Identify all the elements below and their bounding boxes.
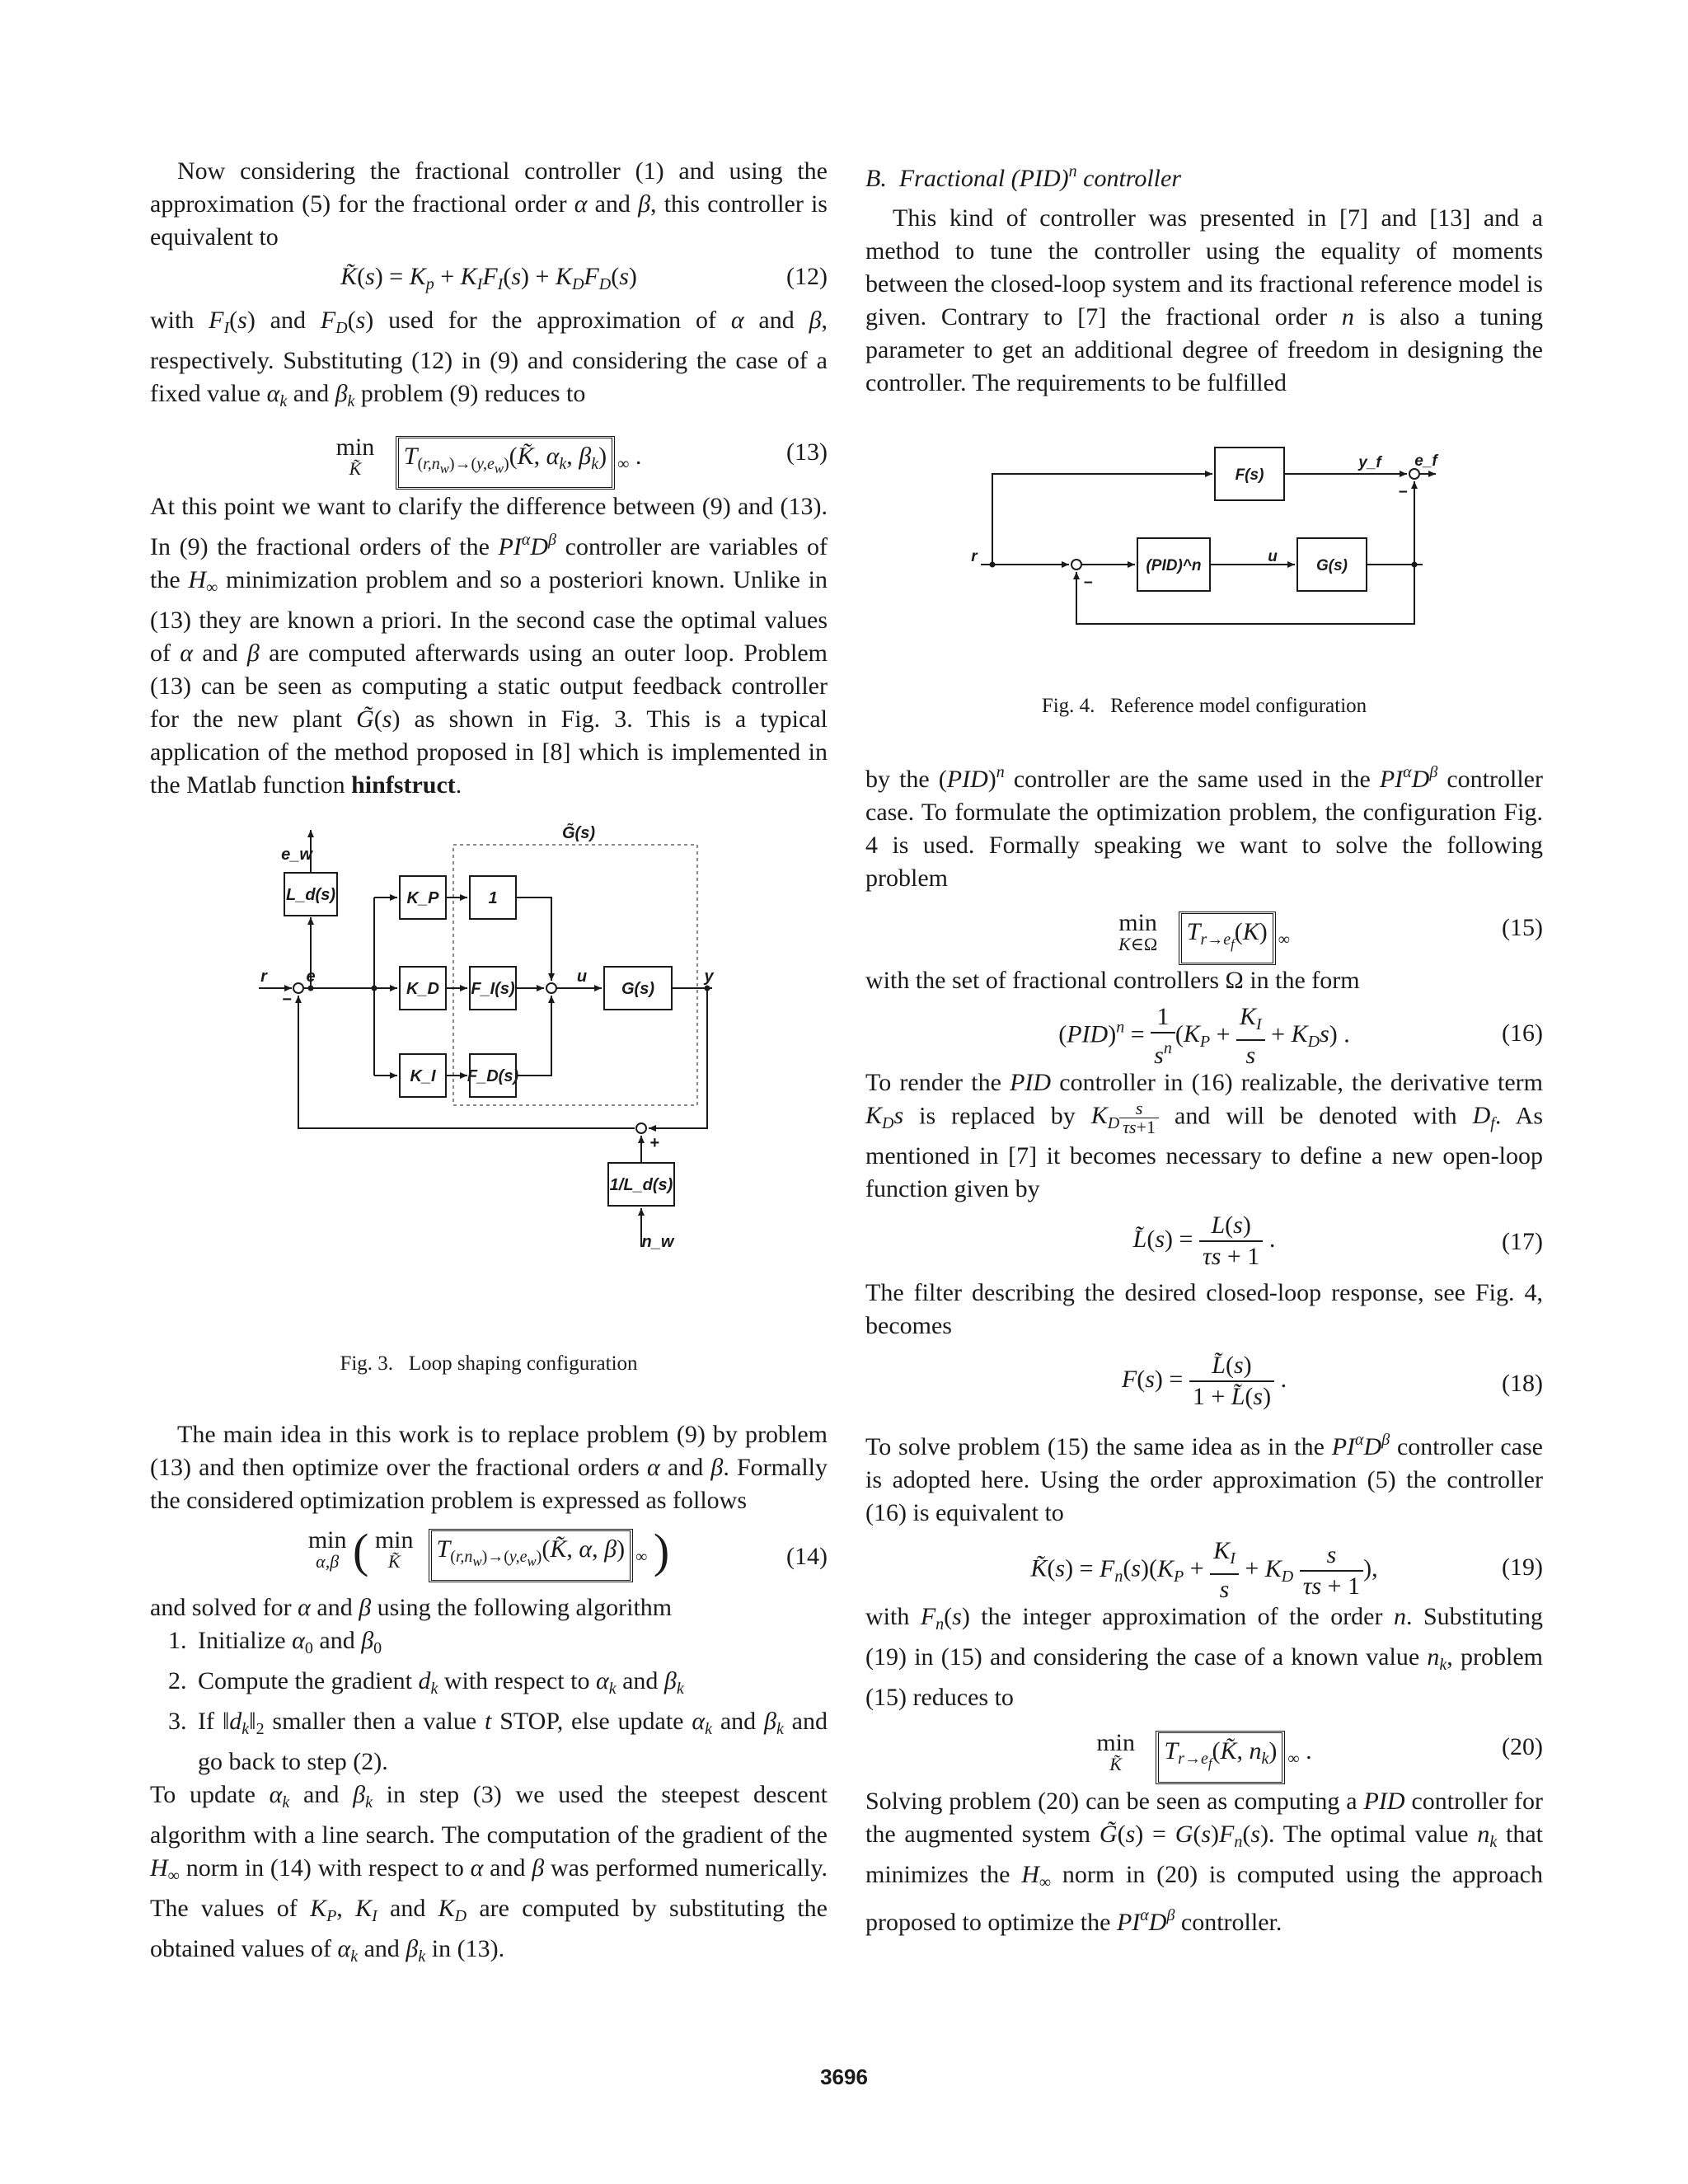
- equation-number: (14): [786, 1543, 828, 1570]
- paragraph: Now considering the fractional controller (1) and using the approximation (5) for the fractional order α and β, this controller is equivalent to: [150, 157, 828, 251]
- paragraph: and solved for α and β using the following algorithm: [150, 1594, 673, 1621]
- equation-number: (16): [1502, 1019, 1543, 1047]
- paragraph: with $F_I(s)$ and $F_D(s)$ used for the approximation of α and β, respectively. Substituting (12) in (9) and considering the case of a fixed value $\alpha_k$ and $\beta_k$ problem (9) reduces to: [150, 307, 828, 410]
- equation-19: K̃(s) = $F_n(s)(K_P$ + $\frac{K_I}{s}$ + $K_D$ $\frac{s}{\tau s + 1}$ ), (19): [1030, 1537, 1543, 1604]
- fig3-block-inv-ld: 1/L_d(s): [609, 1176, 673, 1194]
- equation-number: (13): [786, 438, 828, 466]
- right-column: [865, 155, 1543, 1939]
- fig3-sign-minus: −: [282, 991, 292, 1009]
- figure-4-caption: Fig. 4. Reference model configuration: [1041, 695, 1367, 717]
- fig4-block-g: G(s): [1316, 557, 1348, 574]
- equation-15: min K∈Ω $T_{r\to e_f}(K)$ $_\infty$ (15): [865, 912, 1543, 956]
- paragraph: To render the PID controller in (16) realizable, the derivative term $K_Ds$ is replaced by $K_D$ $\frac{s}{\tau s+1}$ and will be denoted with $D_f$. As mentioned in [7] it becomes necessary to define a new open-loop function given by: [865, 1069, 1544, 1203]
- list-item: 3. If $‖d_k‖_2$ smaller then a value t STOP, else update $\alpha_k$ and $\beta_k$ and go back to step (2).: [193, 1705, 828, 1779]
- fig3-block-kd: K_D: [406, 980, 440, 998]
- fig3-block-one: 1: [488, 889, 498, 907]
- paragraph: Solving problem (20) can be seen as computing a PID controller for the augmented system G̃(s) = $G(s)F_n(s)$. The optimal value $n_k$ that minimizes the $H_\infty$ norm in (20) is computed using the approach proposed to optimize the $PI^\alpha D^\beta$ controller.: [865, 1788, 1543, 1937]
- fig3-block-fi: F_I(s): [471, 980, 515, 998]
- paragraph: The filter describing the desired closed-loop response, see Fig. 4, becomes: [865, 1279, 1543, 1340]
- figure-3: [150, 818, 828, 1346]
- fig4-signal-yf: y_f: [1358, 454, 1381, 471]
- equation-17: L̃(s) = $\frac{L(s)}{\tau s + 1}$ . (17): [1132, 1212, 1543, 1271]
- equation-16: (PID)$^n$ = $\frac{1}{s^n}$ ($K_P$ + $\frac{K_I}{s}$ + $K_Ds$) . (16): [1058, 1003, 1543, 1069]
- paragraph: To solve problem (15) the same idea as in the $PI^\alpha D^\beta$ controller case is adopted here. Using the order approximation (5) the controller (16) is equivalent to: [865, 1431, 1543, 1527]
- paragraph: To update $\alpha_k$ and $\beta_k$ in step (3) we used the steepest descent algorithm with a line search. The computation of the gradient of the $H_\infty$ norm in (14) with respect to α and β was performed numerically. The values of $K_P$, $K_I$ and $K_D$ are computed by substituting the obtained values of $\alpha_k$ and $\beta_k$ in (13).: [150, 1781, 828, 1966]
- equation-number: (19): [1502, 1554, 1543, 1582]
- equation-13: min K̃ $T_{(r,n_w)\to(y,e_w)}(K̃$, $\alpha_k$, $\beta_k$) $_\infty$ . (13): [150, 436, 828, 480]
- paragraph: with the set of fractional controllers Ω in the form: [865, 967, 1360, 994]
- paragraph: with $F_n(s)$ the integer approximation of the order n. Substituting (19) in (15) and considering the case of a known value $n_k$, problem (15) reduces to: [865, 1603, 1543, 1712]
- fig4-sign-minus-top: −: [1398, 484, 1408, 501]
- equation-20: min K̃ $T_{r\to e_f}(K̃$, $n_k$) $_\infty$ . (20): [865, 1731, 1543, 1775]
- equation-18: F(s) = $\frac{L̃(s)}{1 + L̃(s)}$ . (18): [1121, 1352, 1543, 1411]
- fig3-block-ld: L_d(s): [286, 886, 335, 904]
- fig4-signal-u: u: [1268, 548, 1278, 565]
- fig4-block-f: F(s): [1235, 466, 1264, 484]
- fig3-block-kp: K_P: [406, 889, 439, 907]
- fig3-block-g: G(s): [621, 980, 654, 998]
- equation-12: K̃(s) = $K_p + K_IF_I(s) + K_DF_D(s)$ (12): [150, 260, 828, 301]
- figure-3-caption: Fig. 3. Loop shaping configuration: [340, 1352, 638, 1375]
- fig3-signal-e: e: [306, 968, 316, 986]
- fig4-sign-minus-bottom: −: [1083, 574, 1093, 592]
- paragraph: by the (PID)$^n$ controller are the same used in the $PI^\alpha D^\beta$ controller case. To formulate the optimization problem, the configuration Fig. 4 is used. Formally speaking we want to solve the following problem: [865, 763, 1543, 892]
- equation-number: (20): [1502, 1733, 1543, 1761]
- left-column: [150, 155, 828, 1973]
- equation-number: (12): [786, 263, 828, 290]
- reference-model-diagram: [865, 438, 1543, 677]
- paragraph: At this point we want to clarify the difference between (9) and (13). In (9) the fractional orders of the $PI^\alpha D^\beta$ controller are variables of the $H_\infty$ minimization problem and so a posteriori known. Unlike in (13) they are known a priori. In the second case the optimal values of α and β are computed afterwards using an outer loop. Problem (13) can be seen as computing a static output feedback controller for the new plant G̃(s) as shown in Fig. 3. This is a typical application of the method proposed in [8] which is implemented in the Matlab function hinfstruct.: [150, 493, 828, 799]
- function-name: hinfstruct: [351, 771, 456, 799]
- paragraph: This kind of controller was presented in [7] and [13] and a method to tune the controller using the equality of moments between the closed-loop system and its fractional reference model is given. Contrary to [7] the fractional order n is also a tuning parameter to get an additional degree of freedom in designing the controller. The requirements to be fulfilled: [865, 204, 1544, 396]
- list-item: 1. Initialize $\alpha_0$ and $\beta_0$: [193, 1624, 828, 1665]
- page-number: 3696: [820, 2064, 868, 2089]
- algorithm-steps: [150, 1624, 828, 1779]
- fig3-signal-r: r: [260, 968, 267, 986]
- equation-number: (18): [1502, 1370, 1543, 1398]
- fig4-block-pid: (PID)^n: [1146, 557, 1202, 574]
- fig3-signal-y: y: [704, 968, 714, 986]
- loop-shaping-diagram: [150, 818, 828, 1346]
- fig4-signal-r: r: [971, 548, 978, 565]
- fig3-block-fd: F_D(s): [467, 1067, 519, 1085]
- fig4-signal-ef: e_f: [1414, 452, 1437, 470]
- section-heading: B. Fractional (PID)$^n$ controller: [865, 162, 1181, 192]
- list-item: 2. Compute the gradient $d_k$ with respect to $\alpha_k$ and $\beta_k$: [193, 1665, 828, 1705]
- equation-14: min α,β ( min K̃ $T_{(r,n_w)\to(y,e_w)}(K̃$, α, β) $_\infty$ ) (14): [150, 1529, 828, 1583]
- equation-number: (17): [1502, 1228, 1543, 1256]
- fig3-signal-u: u: [576, 968, 588, 986]
- fig3-title: G̃(s): [562, 824, 595, 842]
- fig3-block-ki: K_I: [410, 1067, 436, 1085]
- fig3-sign-plus: +: [649, 1134, 659, 1152]
- figure-4: [865, 438, 1543, 677]
- fig3-signal-nw: n_w: [641, 1233, 674, 1251]
- fig3-signal-ew: e_w: [281, 846, 312, 864]
- equation-number: (15): [1502, 914, 1543, 941]
- paragraph: The main idea in this work is to replace problem (9) by problem (13) and then optimize over the fractional orders α and β. Formally the considered optimization problem is expressed as follows: [150, 1421, 828, 1514]
